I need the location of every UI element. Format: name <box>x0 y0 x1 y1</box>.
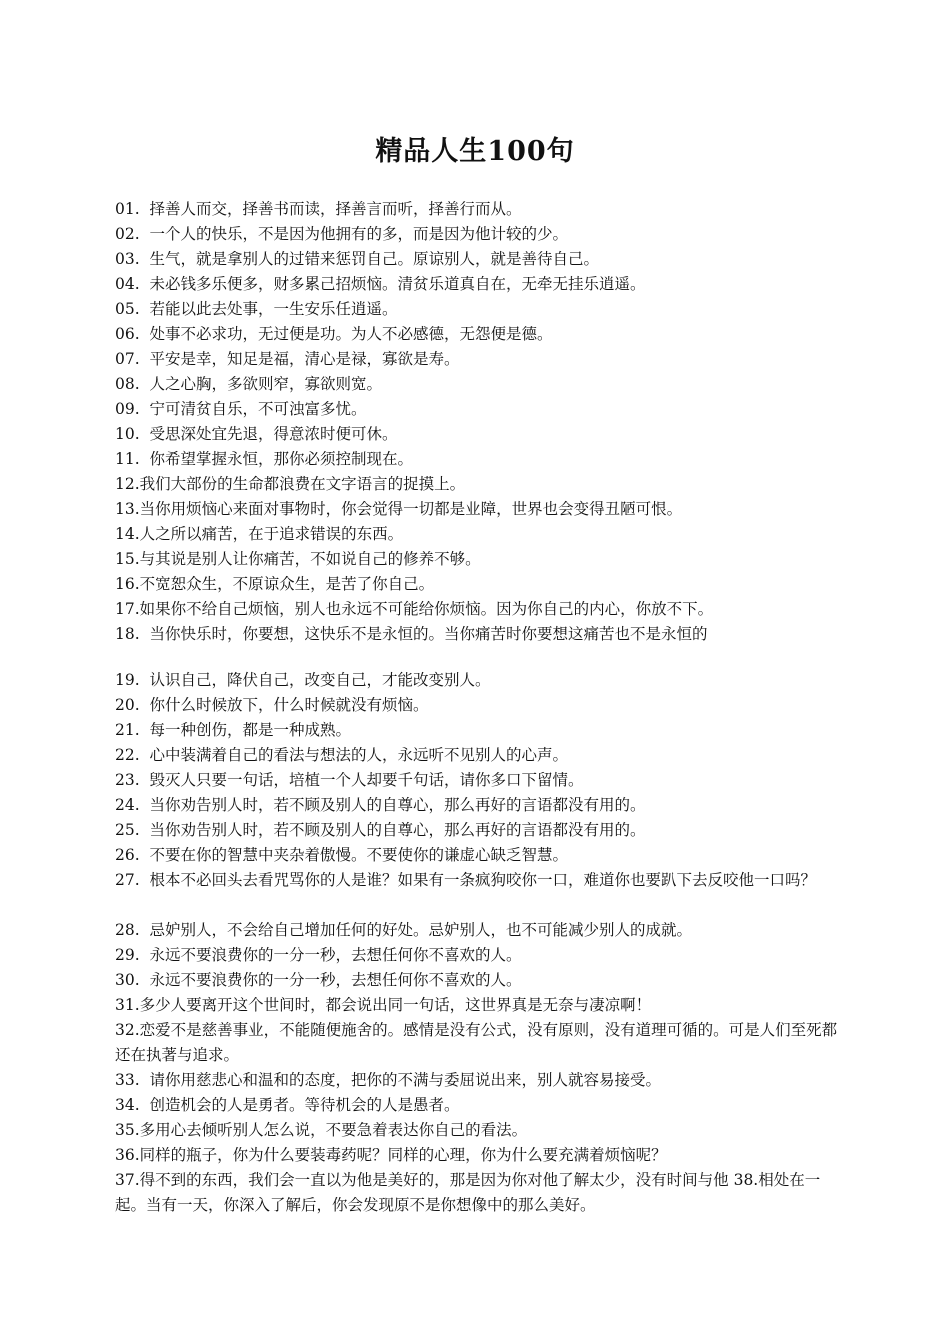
quote-line-02: 02. 一个人的快乐，不是因为他拥有的多，而是因为他计较的少。 <box>115 225 569 243</box>
quote-line-16: 16.不宽恕众生，不原谅众生，是苦了你自己。 <box>115 575 435 593</box>
quote-line-08: 08. 人之心胸，多欲则窄，寡欲则宽。 <box>115 375 383 393</box>
quote-line-26: 26. 不要在你的智慧中夹杂着傲慢。不要使你的谦虚心缺乏智慧。 <box>115 846 569 864</box>
quote-line-29: 29. 永远不要浪费你的一分一秒，去想任何你不喜欢的人。 <box>115 946 522 964</box>
quote-line-34: 34. 创造机会的人是勇者。等待机会的人是愚者。 <box>115 1096 460 1114</box>
quote-line-18: 18. 当你快乐时，你要想，这快乐不是永恒的。当你痛苦时你要想这痛苦也不是永恒的 <box>115 625 708 643</box>
quote-line-15: 15.与其说是别人让你痛苦，不如说自己的修养不够。 <box>115 550 481 568</box>
quote-line-21: 21. 每一种创伤，都是一种成熟。 <box>115 721 352 739</box>
quote-line-30: 30. 永远不要浪费你的一分一秒，去想任何你不喜欢的人。 <box>115 971 522 989</box>
quote-line-27: 27. 根本不必回头去看咒骂你的人是谁？如果有一条疯狗咬你一口，难道你也要趴下去反咬他一口吗？ <box>115 871 817 889</box>
quote-line-09: 09. 宁可清贫自乐，不可浊富多忧。 <box>115 400 367 418</box>
quote-line-01: 01. 择善人而交，择善书而读，择善言而听，择善行而从。 <box>115 200 522 218</box>
document-title: 精品人生100句 <box>375 136 575 167</box>
quote-line-33: 33. 请你用慈悲心和温和的态度，把你的不满与委屈说出来，别人就容易接受。 <box>115 1071 662 1089</box>
quote-line-13: 13.当你用烦恼心来面对事物时，你会觉得一切都是业障，世界也会变得丑陋可恨。 <box>115 500 683 518</box>
quote-line-37: 37.得不到的东西，我们会一直以为他是美好的，那是因为你对他了解太少，没有时间与他 38.相处在一起。当有一天，你深入了解后，你会发现原不是你想像中的那么美好。 <box>115 1171 821 1214</box>
quote-line-07: 07. 平安是幸，知足是福，清心是禄，寡欲是寿。 <box>115 350 460 368</box>
quote-line-14: 14.人之所以痛苦，在于追求错误的东西。 <box>115 525 404 543</box>
quote-line-25: 25. 当你劝告别人时，若不顾及别人的自尊心，那么再好的言语都没有用的。 <box>115 821 646 839</box>
quote-line-31: 31.多少人要离开这个世间时，都会说出同一句话，这世界真是无奈与凄凉啊！ <box>115 996 652 1014</box>
quote-line-35: 35.多用心去倾听别人怎么说，不要急着表达你自己的看法。 <box>115 1121 528 1139</box>
quote-line-36: 36.同样的瓶子，你为什么要装毒药呢？同样的心理，你为什么要充满着烦恼呢？ <box>115 1146 667 1164</box>
document-body <box>115 197 845 1218</box>
quote-line-10: 10. 受思深处宜先退，得意浓时便可休。 <box>115 425 398 443</box>
quote-line-06: 06. 处事不必求功，无过便是功。为人不必感德，无怨便是德。 <box>115 325 553 343</box>
quote-line-11: 11. 你希望掌握永恒，那你必须控制现在。 <box>115 450 414 468</box>
quote-line-19: 19. 认识自己，降伏自己，改变自己，才能改变别人。 <box>115 671 491 689</box>
quote-line-22: 22. 心中装满着自己的看法与想法的人，永远听不见别人的心声。 <box>115 746 569 764</box>
quote-line-24: 24. 当你劝告别人时，若不顾及别人的自尊心，那么再好的言语都没有用的。 <box>115 796 646 814</box>
quote-line-05: 05. 若能以此去处事，一生安乐任逍遥。 <box>115 300 398 318</box>
quote-line-12: 12.我们大部份的生命都浪费在文字语言的捉摸上。 <box>115 475 466 493</box>
quote-line-03: 03. 生气，就是拿别人的过错来惩罚自己。原谅别人，就是善待自己。 <box>115 250 600 268</box>
quote-line-04: 04. 未必钱多乐便多，财多累己招烦恼。清贫乐道真自在，无牵无挂乐逍遥。 <box>115 275 646 293</box>
quote-line-17: 17.如果你不给自己烦恼，别人也永远不可能给你烦恼。因为你自己的内心，你放不下。 <box>115 600 714 618</box>
quote-line-20: 20. 你什么时候放下，什么时候就没有烦恼。 <box>115 696 429 714</box>
paragraph-gap <box>115 647 845 668</box>
quote-line-23: 23. 毁灭人只要一句话，培植一个人却要千句话，请你多口下留情。 <box>115 771 584 789</box>
quote-line-32: 32.恋爱不是慈善事业，不能随便施舍的。感情是没有公式，没有原则，没有道理可循的。可是人们至死都还在执著与追求。 <box>115 1021 838 1064</box>
quote-line-28: 28. 忌妒别人，不会给自己增加任何的好处。忌妒别人，也不可能减少别人的成就。 <box>115 921 693 939</box>
